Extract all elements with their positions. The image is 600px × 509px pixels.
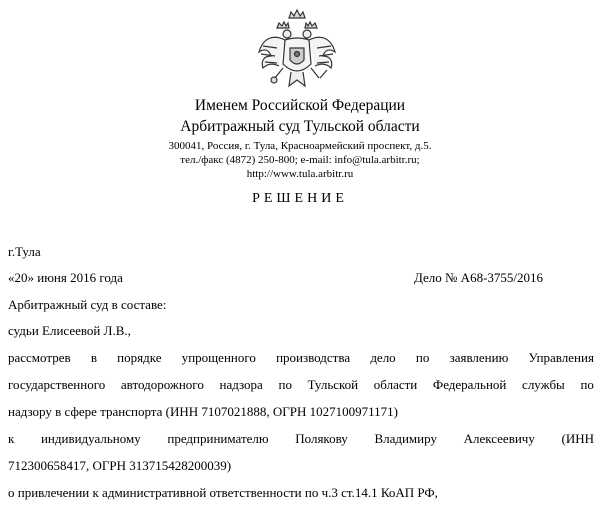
word: автодорожного	[120, 377, 204, 392]
word: порядке	[117, 350, 162, 365]
word: службы	[522, 377, 565, 392]
word: производства	[276, 350, 351, 365]
word: (ИНН	[561, 431, 594, 446]
word: дело	[370, 350, 396, 365]
decision-date: «20» июня 2016 года	[8, 270, 123, 285]
word: заявлению	[449, 350, 509, 365]
word: индивидуальному	[40, 431, 141, 446]
paragraph-line-3: надзору в сфере транспорта (ИНН 7107021888, ОГРН 1027100971171)	[8, 404, 399, 419]
paragraph-line-2	[8, 377, 594, 393]
document-title: РЕШЕНИЕ	[252, 191, 348, 206]
coat-of-arms-emblem	[255, 8, 339, 98]
court-website: http://www.tula.arbitr.ru	[246, 168, 354, 180]
word: государственного	[8, 377, 106, 392]
word: упрощенного	[181, 350, 256, 365]
word: к	[8, 431, 15, 446]
word: Управления	[528, 350, 594, 365]
court-composition: Арбитражный суд в составе:	[8, 297, 167, 312]
word: Алексеевичу	[463, 431, 535, 446]
word: Полякову	[295, 431, 348, 446]
word: области	[373, 377, 418, 392]
word: рассмотрев	[8, 350, 71, 365]
word: Тульской	[307, 377, 359, 392]
court-name: Арбитражный суд Тульской области	[180, 118, 420, 135]
word: в	[90, 350, 97, 365]
header-line-1: Именем Российской Федерации	[194, 97, 406, 114]
word: Федеральной	[432, 377, 507, 392]
paragraph-line-4	[8, 431, 594, 447]
paragraph-line-1	[8, 350, 594, 366]
word: по	[580, 377, 594, 392]
word: предпринимателю	[167, 431, 269, 446]
word: надзора	[219, 377, 263, 392]
word: по	[278, 377, 292, 392]
word: по	[415, 350, 430, 365]
city: г.Тула	[8, 244, 41, 259]
judge-line: судьи Елисеевой Л.В.,	[8, 323, 131, 338]
paragraph-line-5: 712300658417, ОГРН 313715428200039)	[8, 458, 232, 473]
paragraph-line-6: о привлечении к административной ответственности по ч.3 ст.14.1 КоАП РФ,	[8, 485, 438, 500]
court-address: 300041, Россия, г. Тула, Красноармейский проспект, д.5.	[168, 140, 432, 152]
case-number: Дело № А68-3755/2016	[414, 270, 544, 285]
court-contacts: тел./факс (4872) 250-800; e-mail: info@tula.arbitr.ru;	[180, 154, 420, 166]
word: Владимиру	[374, 431, 437, 446]
